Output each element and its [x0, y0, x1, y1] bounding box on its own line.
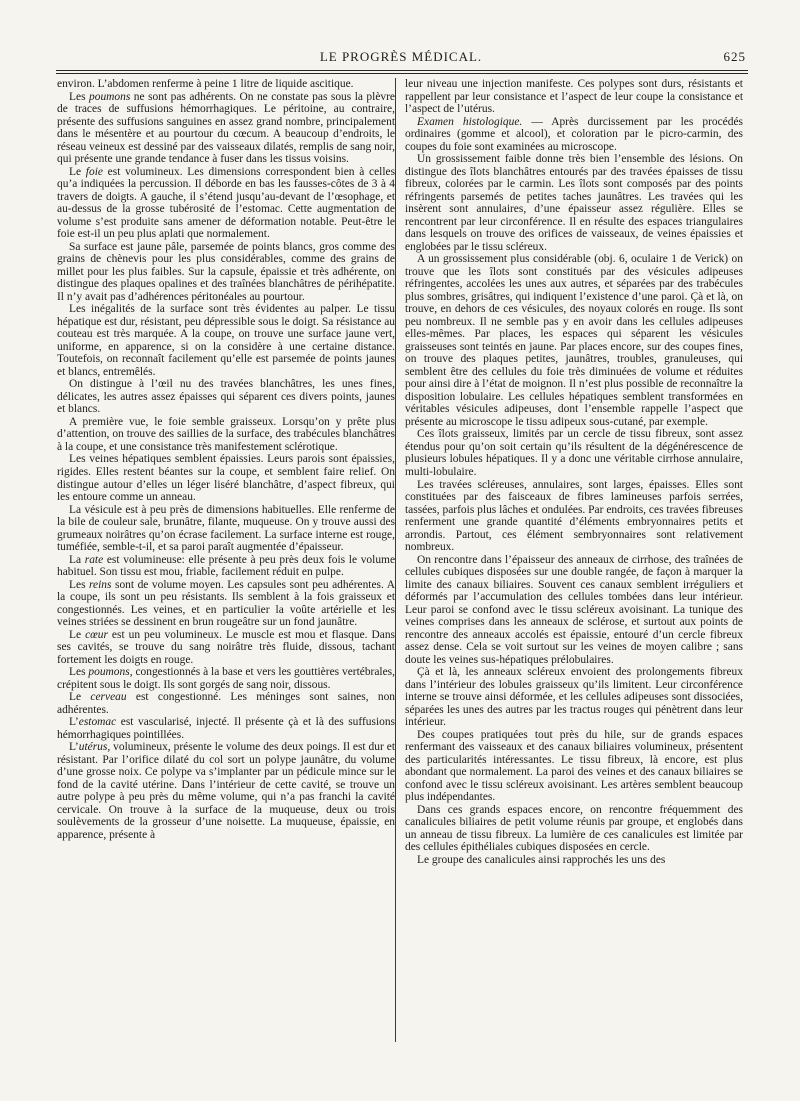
- keyword: rate: [84, 553, 104, 566]
- paragraph: [405, 153, 743, 253]
- paragraph-lead: L’: [69, 716, 79, 729]
- journal-title: LE PROGRÈS MÉDICAL.: [319, 49, 483, 64]
- paragraph-text: volumineux, présente le volume des deux poings. Il est dur et résistant. Par l’orifice dilaté du col sort un polype jaunâtre, du volume d’une grosse noix. Ce polype va s’implanter par un pédicule mince sur le fond de la cavité utérine. Dans l’intérieur de cette cavité, se trouve un autre polype à peu près du même volume, qui n’a pas franchi la cavité cervicale. On trouve à la surface de la muqueuse, deux ou trois soulèvements de la grosseur d’une noisette. La muqueuse, épaissie, en apparence, présente à: [57, 741, 396, 841]
- paragraph-text: Ces îlots graisseux, limités par un cercle de tissu fibreux, sont assez étendus pour qu’on soit certain qu’ils résultent de la dégénérescence de plusieurs lobules hépatiques. Il y a donc une véritable cirrhose annulaire, multi-lobulaire.: [405, 428, 743, 478]
- keyword: Examen histologique.: [417, 115, 523, 128]
- paragraph-text: sont de volume moyen. Les capsules sont peu adhérentes. A la coupe, ils sont un peu résistants. Ils semblent à la fois graisseux et congestionnés. Les veines, et en particulier la voûte artérielle et les veines striées se dessinent en brun rougeâtre sur un fond jaunâtre.: [57, 578, 396, 629]
- paragraph-lead: Le: [69, 628, 82, 641]
- paragraph: [405, 253, 743, 428]
- column-divider: [395, 78, 396, 1042]
- paragraph: [405, 854, 743, 867]
- paragraph: [57, 504, 395, 554]
- paragraph-text: est vascularisé, injecté. Il présente çà et là des suffusions hémorrhagiques pointillées.: [57, 716, 396, 741]
- keyword: estomac: [78, 716, 117, 729]
- paragraph-text: est un peu volumineux. Le muscle est mou et flasque. Dans ses cavités, se trouve du sang noirâtre très fluide, dissous, tachant fortement les doigts en rouge.: [57, 628, 396, 666]
- paragraph-text: A première vue, le foie semble graisseux. Lorsqu’on y prête plus d’attention, on trouve des saillies de la surface, des trabécules blanchâtres à la coupe, et une consistance très manifestement sclérotique.: [57, 415, 395, 453]
- paragraph-text: ne sont pas adhérents. On ne constate pas sous la plèvre de traces de suffusions hémorrhagiques. Le péritoine, au contraire, présente des suffusions sanguines en assez grand nombre, principalement dans le mésentère et au pourtour du cœcum. A beaucoup d’endroits, le réseau veineux est dessiné par des vaisseaux dilatés, remplis de sang noir, qui présente une grande tendance à fuser dans les tissus voisins.: [57, 90, 396, 166]
- paragraph-text: On rencontre dans l’épaisseur des anneaux de cirrhose, des traînées de cellules cubiques disposées sur une double rangée, de façon à marquer la limite des canaux biliaires. Souvent ces canaux semblent irréguliers et déformés par l’accumulation des cellules tombées dans leur intérieur. Leur paroi se confond avec le tissu scléreux avoisinant. La tunique des veines comprises dans les anneaux de sclérose, et surtout aux points de rencontre des anneaux accolés est épaissie, entouré d’un cercle fibreux assez dense. Cela se voit surtout sur les veines de moyen calibre ; sans doute les veines sus-hépatiques prélobulaires.: [405, 553, 743, 666]
- paragraph-text: Les travées scléreuses, annulaires, sont larges, épaisses. Elles sont constituées par des faisceaux de fibres lamineuses parfois serrées, tassées, parfois plus lâches et ondulées. Par endroits, ces travées fibreuses renferment une grande quantité d’éléments embryonnaires petits et arrondis. Partout, ces élément sembryonnaires sont relativement nombreux.: [405, 478, 743, 554]
- paragraph-text: est congestionné. Les méninges sont saines, non adhérentes.: [57, 691, 396, 716]
- paragraph: [57, 579, 395, 629]
- running-header: [56, 46, 746, 68]
- keyword: cœur: [85, 628, 108, 641]
- paragraph-text: environ. L’abdomen renferme à peine 1 litre de liquide ascitique.: [57, 78, 354, 90]
- paragraph: [405, 729, 743, 804]
- paragraph: [405, 554, 743, 667]
- paragraph: [405, 479, 743, 554]
- paragraph-text: leur niveau une injection manifeste. Ces polypes sont durs, résistants et rappellent par leur consistance et l’aspect de leur coupe la consistance et l’aspect de l’utérus.: [405, 78, 743, 116]
- paragraph: [57, 78, 395, 91]
- paragraph: [57, 716, 395, 741]
- left-column: [57, 78, 395, 841]
- paragraph-lead: Le: [69, 165, 82, 178]
- paragraph-lead: Le: [69, 691, 82, 704]
- paragraph-text: Çà et là, les anneaux scléreux envoient des prolongements fibreux dans l’intérieur des lobules graisseux qu’ils limitent. Leur circonférence interne se trouve ainsi déformée, et les cellules adipeuses sont dissociées, séparées les unes des autres par les tractus rouges qui pénètrent dans leur intérieur.: [405, 666, 743, 729]
- right-column: [405, 78, 743, 866]
- paragraph-lead: Les: [69, 90, 86, 103]
- paragraph: [57, 741, 395, 841]
- paragraph: [57, 453, 395, 503]
- paragraph: [57, 691, 395, 716]
- paragraph: [405, 78, 743, 116]
- paragraph-text: est volumineuse: elle présente à peu près deux fois le volume habituel. Son tissu est mou, friable, facilement réduit en pulpe.: [57, 553, 396, 579]
- paragraph-text: Dans ces grands espaces encore, on rencontre fréquemment des canalicules biliaires de petit volume réunis par groupe, et englobés dans un anneau de tissu fibreux. La lumière de ces canalicules est limitée par des cellules épithéliales cubiques disposées en cercle.: [405, 803, 743, 854]
- keyword: cerveau: [90, 691, 127, 704]
- paragraph: [57, 416, 395, 454]
- page-number: 625: [723, 49, 746, 64]
- paragraph-text: Un grossissement faible donne très bien l’ensemble des lésions. On distingue des îlots blanchâtres entourés par des travées épaisses de tissu fibreux, colorées par le carmin. Les îlots sont composés par des points réfringents parsemés de petites taches jaunâtres. Les travées qui les insèrent sont annulaires, d’une épaisseur assez régulière. Elles se rencontrent par leur circonférence. Il en résulte des espaces triangulaires dans lesquels on trouve des orifices de vaisseaux, de veines épaissies et englobées par le tissu scléreux.: [405, 153, 743, 253]
- paragraph: [405, 428, 743, 478]
- paragraph-text: Des coupes pratiquées tout près du hile, sur de grands espaces renfermant des vaisseaux et des canaux biliaires volumineux, présentent des particularités intéressantes. Le tissu fibreux, là encore, est plus abondant que normalement. La paroi des veines et des canaux biliaires se confond avec le tissu scléreux avoisinant. Les artères semblent beaucoup plus indépendantes.: [405, 728, 743, 804]
- paragraph: [405, 666, 743, 729]
- paragraph-text: Sa surface est jaune pâle, parsemée de points blancs, gros comme des grains de chènevis pour les plus considérables, comme des grains de millet pour les plus faibles. Sur la capsule, épaissie et très adhérente, on distingue des plaques opalines et des traînées blanchâtres de périhépatite. Il n’y avait pas d’adhérences péritonéales au pourtour.: [57, 240, 395, 303]
- paragraph: [405, 804, 743, 854]
- paragraph-text: A un grossissement plus considérable (obj. 6, oculaire 1 de Verick) on trouve que les îlots sont constitués par des vésicules adipeuses réfringentes, accolées les unes aux autres, et séparées par des trabécules plus sombres, grisâtres, qui indiquent l’existence d’une paroi. Çà et là, on trouve, en dehors de ces vésicules, des noyaux colorés en rouge. Ils sont peu nombreux. Il ne semble pas y en avoir dans les cellules adipeuses elles-mêmes. Par places, les espaces qui séparent les vésicules graisseuses sont teintés en jaune. Par places encore, sur des coupes fines, on trouve des plaques petites, jaunâtres, troubles, granuleuses, qui semblent être des cellules du foie très diminuées de volume et réduites pour ainsi dire à l’état de moignon. Il n’est plus possible de reconnaître la disposition lobulaire. Les cellules hépatiques semblent transformées en véritables vésicules adipeuses, dont l’ensemble rappelle l’aspect que présente au microscope le tissu adipeux sous-cutané, par exemple.: [405, 253, 743, 428]
- paragraph: [57, 378, 395, 416]
- header-rule-thin: [56, 73, 748, 74]
- keyword: reins: [89, 578, 112, 591]
- paragraph-text: — Après durcissement par les procédés ordinaires (gomme et alcool), et coloration par le picro-carmin, des coupes du foie sont examinées au microscope.: [405, 115, 743, 153]
- paragraph-text: La vésicule est à peu près de dimensions habituelles. Elle renferme de la bile de couleur sale, brunâtre, filante, muqueuse. On y trouve aussi des grumeaux noirâtres qu’on écrase facilement. La surface interne est rouge, tuméfiée, semble-t-il, et sa paroi paraît augmentée d’épaisseur.: [57, 503, 395, 554]
- paragraph-lead: L’: [69, 741, 79, 754]
- paragraph: [57, 303, 395, 378]
- keyword: foie: [85, 165, 103, 178]
- paragraph-lead: Les: [69, 578, 86, 591]
- keyword: poumons: [89, 90, 131, 103]
- header-rule: [56, 70, 748, 71]
- keyword: utérus,: [78, 741, 111, 754]
- paragraph-text: On distingue à l’œil nu des travées blanchâtres, les unes fines, délicates, les autres assez épaisses qui séparent ces divers points, jaunes et blancs.: [57, 378, 395, 416]
- paragraph: [57, 91, 395, 166]
- paragraph: [57, 166, 395, 241]
- paragraph: [57, 666, 395, 691]
- paragraph-text: Le groupe des canalicules ainsi rapprochés les uns des: [417, 853, 666, 866]
- paragraph: [405, 116, 743, 154]
- paragraph: [57, 554, 395, 579]
- paragraph-text: est volumineux. Les dimensions correspondent bien à celles qu’a indiquées la percussion. Il déborde en bas les fausses-côtes de 3 à 4 travers de doigts. A gauche, il s’étend jusqu’au-devant de l’œsophage, et au-dessus de la grosse tubérosité de l’estomac. Cette augmentation de volume s’est produite sans amener de déformation notable. Peut-être le foie est-il un peu plus aplati que normalement.: [57, 165, 396, 241]
- paragraph-lead: Les: [69, 666, 86, 679]
- paragraph: [57, 241, 395, 304]
- paragraph-text: Les veines hépatiques semblent épaissies. Leurs parois sont épaissies, rigides. Elles restent béantes sur la coupe, et semblent faire relief. On distingue autour d’elles un léger liséré blanchâtre, d’aspect fibreux, qui les entoure comme un anneau.: [57, 453, 395, 504]
- paragraph-text: Les inégalités de la surface sont très évidentes au palper. Le tissu hépatique est dur, résistant, peu dépressible sous le doigt. Sa résistance au couteau est très marquée. A la coupe, on trouve une surface jaune vert, uniforme, en apparence, si on la considère à une certaine distance. Toutefois, on reconnaît facilement qu’elle est parsemée de points jaunes et blancs, entremêlés.: [57, 303, 395, 378]
- paragraph-lead: La: [69, 553, 82, 566]
- paragraph-text: congestionnés à la base et vers les gouttières vertébrales, crépitent sous le doigt. Ils sont gorgés de sang noir, dissous.: [57, 666, 395, 691]
- keyword: poumons,: [88, 666, 133, 679]
- paragraph: [57, 629, 395, 667]
